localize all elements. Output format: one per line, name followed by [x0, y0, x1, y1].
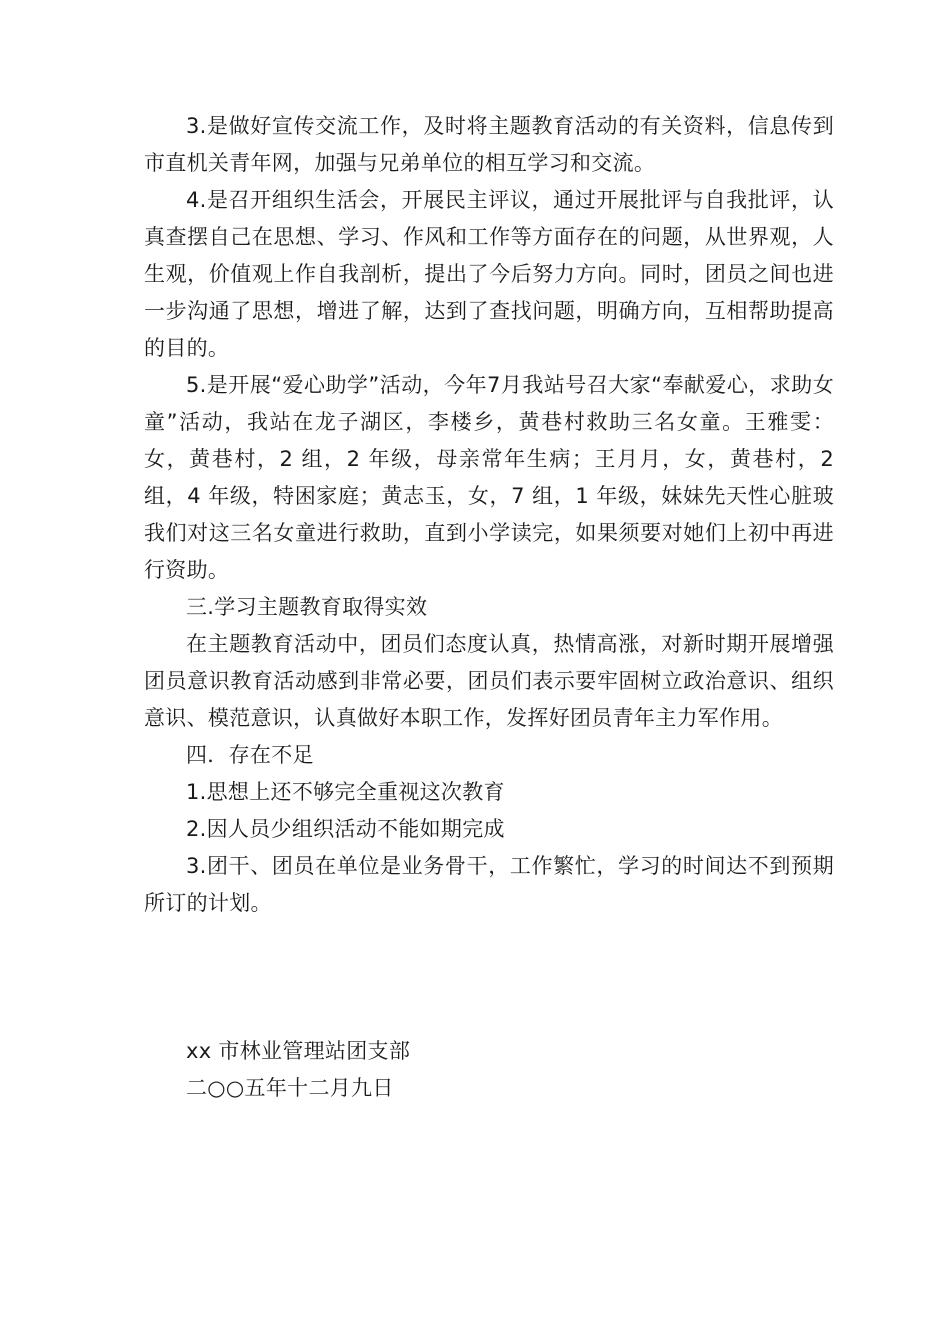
- paragraph-life-meeting: 4.是召开组织生活会，开展民主评议，通过开展批评与自我批评，认真查摆自己在思想、学习、作风和工作等方面存在的问题，从世界观，人生观，价值观上作自我剖析，提出了今后努力方向。同时，团员之间也进一步沟通了思想，增进了解，达到了查找问题，明确方向，互相帮助提高的目的。: [144, 188, 834, 360]
- paragraph-publicity: 3.是做好宣传交流工作，及时将主题教育活动的有关资料，信息传到市直机关青年网，加强与兄弟单位的相互学习和交流。: [144, 114, 834, 175]
- document-body: [144, 108, 834, 922]
- paragraph-results: 在主题教育活动中，团员们态度认真，热情高涨，对新时期开展增强团员意识教育活动感到非常必要，团员们表示要牢固树立政治意识、组织意识、模范意识，认真做好本职工作，发挥好团员青年主力军作用。: [144, 632, 834, 730]
- shortcoming-item-3: 3.团干、团员在单位是业务骨干，工作繁忙，学习的时间达不到预期所订的计划。: [144, 854, 834, 915]
- section-heading-shortcomings: 四．存在不足: [186, 743, 314, 767]
- signature-date: 二○○五年十二月九日: [186, 1076, 394, 1100]
- paragraph-charity: 5.是开展“爱心助学”活动，今年7月我站号召大家“奉献爱心，求助女童”活动，我站在龙子湖区，李楼乡，黄巷村救助三名女童。王雅雯：女，黄巷村，2 组，2 年级，母亲常年生病；王月月，女，黄巷村，2 组，4 年级，特困家庭；黄志玉，女，7 组，1 年级，妹妹先天性心脏玻我们对这三名女童进行救助，直到小学读完，如果须要对她们上初中再进行资助。: [144, 373, 834, 582]
- shortcoming-item-2: 2.因人员少组织活动不能如期完成: [186, 817, 505, 841]
- signature-block: [144, 1033, 834, 1107]
- shortcoming-item-1: 1.思想上还不够完全重视这次教育: [186, 780, 505, 804]
- signature-organization: xx 市林业管理站团支部: [186, 1039, 411, 1063]
- section-heading-results: 三.学习主题教育取得实效: [186, 595, 428, 619]
